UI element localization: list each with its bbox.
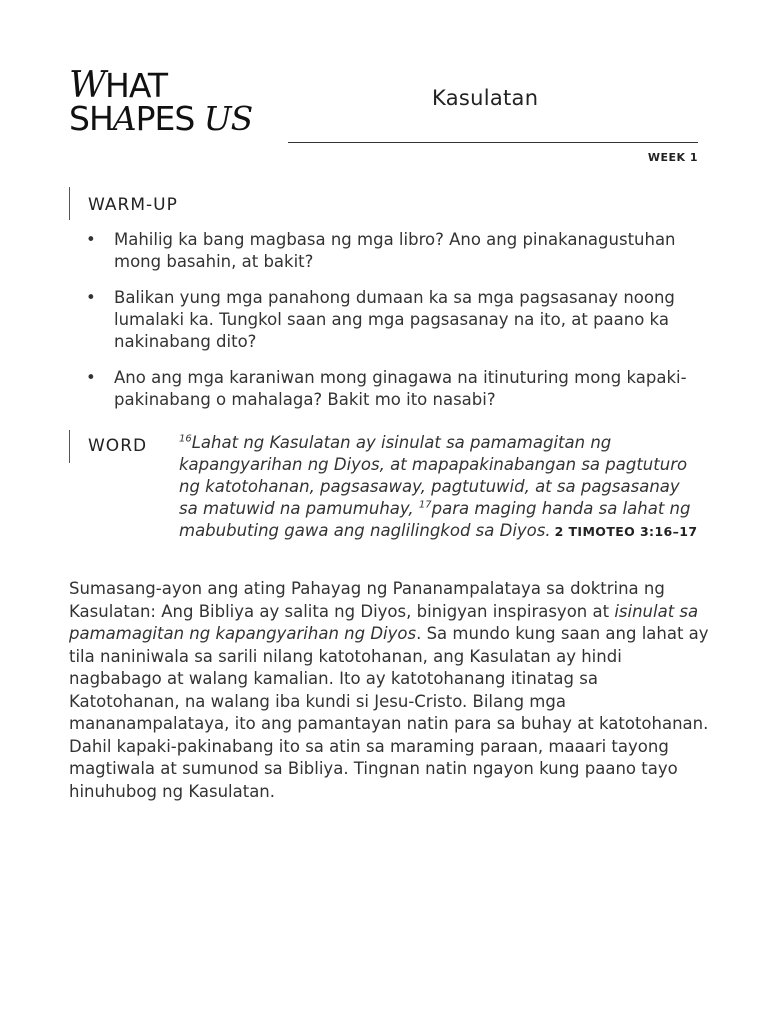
scripture-reference: 2 TIMOTEO 3:16–17 bbox=[554, 524, 698, 539]
word-section-bar bbox=[69, 430, 70, 463]
logo-line-2 bbox=[69, 99, 253, 138]
verse-17-text: para maging handa sa lahat ng mabubuting gawa ang naglilingkod sa Diyos. bbox=[179, 499, 691, 540]
logo-text-hat: HAT bbox=[105, 66, 168, 105]
warmup-question-list bbox=[86, 229, 706, 425]
bullet-icon: • bbox=[86, 230, 96, 249]
header-divider bbox=[288, 142, 698, 143]
logo-script-us: US bbox=[203, 99, 253, 138]
warmup-question-text: Mahilig ka bang magbasa ng mga libro? Ano ang pinakanagustuhan mong basahin, at bakit? bbox=[114, 230, 676, 271]
body-text-emphasis: isinulat sa pamamagitan ng kapangyarihan ng Diyos bbox=[69, 601, 699, 643]
verse-16-text: Lahat ng Kasulatan ay isinulat sa pamamagitan ng kapangyarihan ng Diyos, at mapapakinabangan sa pagtuturo ng katotohanan, pagsasaway, pagtutuwid, at sa pagsasanay sa matuwid na pamumuhay, bbox=[179, 433, 688, 518]
logo-text-sh: SH bbox=[69, 99, 113, 138]
verse-number-17: 17 bbox=[418, 499, 432, 511]
logo-text-pes: PES bbox=[135, 99, 204, 138]
warmup-question-text: Balikan yung mga panahong dumaan ka sa mga pagsasanay noong lumalaki ka. Tungkol saan ang mga pagsasanay na ito, at paano ka nakinabang dito? bbox=[114, 288, 675, 351]
warmup-question-text: Ano ang mga karaniwan mong ginagawa na itinuturing mong kapaki-pakinabang o mahalaga? Bakit mo ito nasabi? bbox=[114, 368, 687, 409]
warmup-question bbox=[86, 367, 706, 411]
what-shapes-us-logo bbox=[69, 65, 289, 138]
word-heading: WORD bbox=[88, 436, 148, 456]
warmup-section-bar bbox=[69, 187, 70, 220]
body-paragraph bbox=[69, 578, 709, 803]
week-label: WEEK 1 bbox=[647, 151, 698, 164]
body-text-part-2: . Sa mundo kung saan ang lahat ay tila naniniwala sa sarili nilang katotohanan, ang Kasulatan ay hindi nagbabago at walang kamalian. Ito ay katotohanang itinatag sa Katotohanan, na walang iba kundi si Jesu-Cristo. Bilang mga mananampalataya, ito ang pamantayan natin para sa buhay at katotohanan. Dahil kapaki-pakinabang ito sa atin sa maraming paraan, maaari tayong magtiwala at sumunod sa Bibliya. Tingnan natin ngayon kung paano tayo hinuhubog ng Kasulatan. bbox=[69, 624, 709, 801]
warmup-question bbox=[86, 287, 706, 353]
body-text-part-1: Sumasang-ayon ang ating Pahayag ng Pananampalataya sa doktrina ng Kasulatan: Ang Bibliya ay salita ng Diyos, binigyan inspirasyon at bbox=[69, 579, 665, 621]
logo-script-a: A bbox=[112, 99, 136, 138]
bullet-icon: • bbox=[86, 368, 96, 387]
logo-script-w: W bbox=[69, 65, 106, 106]
warmup-question bbox=[86, 229, 706, 273]
scripture-passage bbox=[179, 432, 701, 543]
bullet-icon: • bbox=[86, 288, 96, 307]
document-title: Kasulatan bbox=[432, 86, 539, 110]
warmup-heading: WARM-UP bbox=[88, 195, 178, 215]
verse-number-16: 16 bbox=[179, 433, 192, 445]
